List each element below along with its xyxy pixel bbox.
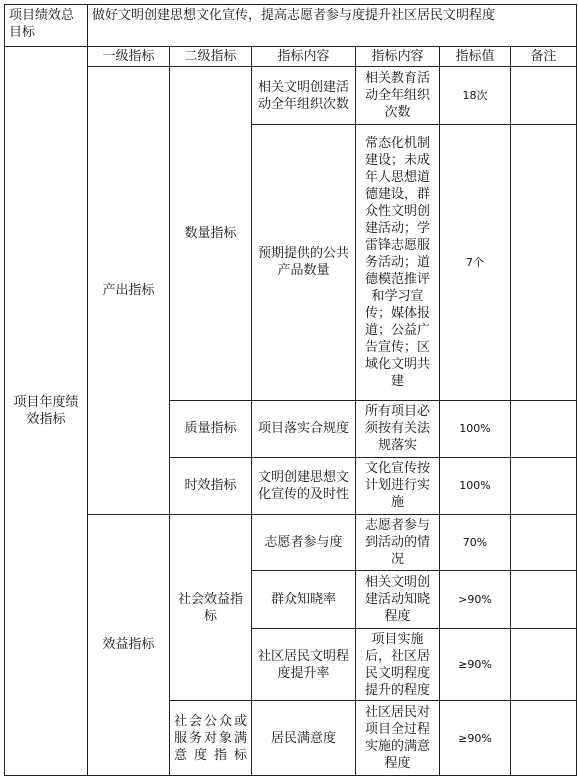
table-row [5,67,577,124]
level1-output: 产出指标 [88,67,170,514]
table-row [5,514,577,570]
row-content: 项目落实合规度 [252,401,356,457]
header-content: 指标内容 [252,47,356,67]
row-detail: 相关文明创建活动知晓程度 [356,571,440,628]
performance-target-document [4,4,576,776]
row-value: 100% [440,457,511,514]
row-detail: 志愿者参与到活动的情况 [356,514,440,570]
row-value: 100% [440,401,511,457]
header-detail: 指标内容 [356,47,440,67]
row-content: 预期提供的公共产品数量 [252,124,356,400]
row-detail: 所有项目必须按有关法规落实 [356,401,440,457]
row-content: 相关文明创建活动全年组织次数 [252,67,356,124]
level2-social-benefit: 社会效益指标 [170,514,252,700]
level2-quality: 质量指标 [170,401,252,457]
header-row [5,47,577,67]
row-content: 群众知晓率 [252,571,356,628]
level2-quantity: 数量指标 [170,67,252,401]
row-detail: 常态化机制建设；未成年人思想道德建设，群众性文明创建活动；学雷锋志愿服务活动；道德模范推评和学习宣传；媒体报道；公益广告宣传；区域化文明共建 [356,124,440,400]
row-note [511,67,577,124]
header-note: 备注 [511,47,577,67]
row-value: 70% [440,514,511,570]
section-label: 项目年度绩效指标 [5,47,88,776]
row-content: 文明创建思想文化宣传的及时性 [252,457,356,514]
row-detail: 社区居民对项目全过程实施的满意程度 [356,701,440,776]
row-value: ≥90% [440,701,511,776]
row-content: 社区居民文明程度提升率 [252,628,356,701]
row-note [511,514,577,570]
row-value: 7个 [440,124,511,400]
goal-label: 项目绩效总目标 [5,5,88,47]
level1-benefit: 效益指标 [88,514,170,775]
goal-row [5,5,577,47]
row-value: 18次 [440,67,511,124]
row-detail: 文化宣传按计划进行实施 [356,457,440,514]
row-note [511,571,577,628]
row-detail: 相关教育活动全年组织次数 [356,67,440,124]
row-content: 居民满意度 [252,701,356,776]
row-note [511,457,577,514]
goal-text: 做好文明创建思想文化宣传，提高志愿者参与度提升社区居民文明程度 [88,5,577,47]
performance-table [4,4,577,776]
row-value: ≥90% [440,628,511,701]
header-level1: 一级指标 [88,47,170,67]
row-detail: 项目实施后，社区居民文明程度提升的程度 [356,628,440,701]
header-value: 指标值 [440,47,511,67]
row-note [511,124,577,400]
level2-satisfaction: 社会公众或服务对象满意度指标 [170,701,252,776]
row-note [511,701,577,776]
row-note [511,628,577,701]
header-level2: 二级指标 [170,47,252,67]
row-value: >90% [440,571,511,628]
row-content: 志愿者参与度 [252,514,356,570]
row-note [511,401,577,457]
level2-timeliness: 时效指标 [170,457,252,514]
